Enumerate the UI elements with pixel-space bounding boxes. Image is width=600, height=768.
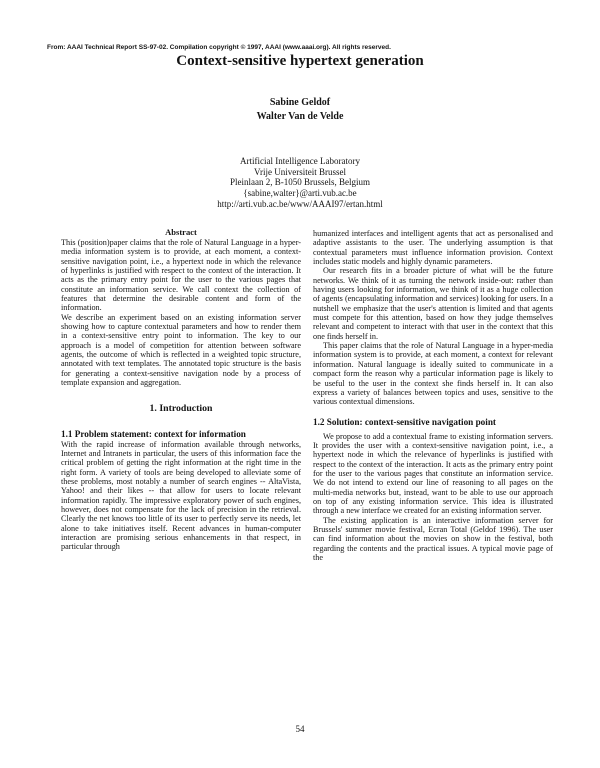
author-emails: {sabine,walter}@arti.vub.ac.be bbox=[243, 188, 357, 199]
body-paragraph: We propose to add a contextual frame to existing information servers. It provides the user with a context-sensitive navigation point, i.e., a hypertext node in which the relevance of hyperlinks is justified with respect to the context of the interaction. It acts as the primary entry point for the user to the various pages that constitute an information service. We do not intend to extend our line of reasoning to all pages on the multi-media networks but, instead, want to be able to use our approach on top of any existing information service. This idea is illustrated through a new interface we created for an existing information server. bbox=[313, 431, 553, 516]
copyright-header: From: AAAI Technical Report SS-97-02. Compilation copyright © 1997, AAAI (www.aaai.org). All rights reserved. bbox=[47, 44, 391, 51]
affiliation-block bbox=[0, 156, 600, 210]
affiliation-line: Vrije Universiteit Brussel bbox=[254, 166, 346, 177]
abstract-paragraph: This (position)paper claims that the role of Natural Language in a hyper-media information system is to provide, at each moment, a context-sensitive navigation point, i.e., a hypertext node in which the relevance of hyperlinks is justified with respect to the context of the interaction. It acts as the primary entry point for the user to the various pages that constitute an information service. We call context the collection of features that determine the desirable content and form of the information. bbox=[61, 238, 301, 313]
left-column bbox=[61, 227, 301, 552]
body-paragraph: The existing application is an interactive information server for Brussels' summer movie festival, Ecran Total (Geldof 1996). The user can find information about the movies on show in the festival, both regarding the contents and the practical issues. A typical movie page of the bbox=[313, 515, 553, 562]
section-heading-introduction: 1. Introduction bbox=[149, 402, 213, 414]
affiliation-line: Pleinlaan 2, B-1050 Brussels, Belgium bbox=[230, 177, 370, 188]
page-number: 54 bbox=[295, 724, 305, 734]
author-name: Walter Van de Velde bbox=[256, 111, 344, 122]
body-paragraph: This paper claims that the role of Natural Language in a hyper-media information system is to provide, at each moment, a context for relevant information. Natural language is ideally suited to communicate in a compact form the reason why a particular information page is likely to be useful to the user in the context she finds herself in. It can also express a variety of balances between topics and uses, sensitive to the various contextual dimensions. bbox=[313, 341, 553, 407]
right-column bbox=[313, 229, 553, 562]
body-paragraph: humanized interfaces and intelligent agents that act as personalised and adaptive assistants to the user. The underlying assumption is that contextual parameters must influence information provision. Context includes static models and highly dynamic parameters. bbox=[313, 229, 553, 267]
paper-url: http://arti.vub.ac.be/www/AAAI97/ertan.html bbox=[217, 198, 383, 209]
affiliation-line: Artificial Intelligence Laboratory bbox=[240, 156, 360, 166]
subsection-heading-problem-statement: 1.1 Problem statement: context for information bbox=[61, 428, 246, 439]
subsection-heading-solution: 1.2 Solution: context-sensitive navigation point bbox=[313, 416, 496, 427]
author-name: Sabine Geldof bbox=[269, 97, 331, 108]
authors-block bbox=[0, 96, 600, 124]
abstract-heading: Abstract bbox=[165, 227, 197, 237]
abstract-paragraph: We describe an experiment based on an existing information server showing how to capture contextual parameters and how to render them in a context-sensitive entry point to information. The key to our approach is a model of competition for attention between software agents, the outcome of which is reflected in a weighted topic structure, annotated with text templates. The annotated topic structure is the basis for generating a context-sensitive navigation node by a process of template expansion and aggregation. bbox=[61, 312, 301, 388]
body-paragraph: With the rapid increase of information available through networks, Internet and Intranets in particular, the users of this information face the critical problem of getting the right information at the right time in the right form. A variety of tools are being developed to alleviate some of these problems, most notably a number of search engines -- AltaVista, Yahoo! and their likes -- that allow for users to locate relevant information rapidly. The impressive exploratory power of such engines, however, does not compensate for the lack of precision in the retrieval. Clearly the net knows too little of its user to perfectly serve its needs, let alone to take initiatives itself. Recent advances in human-computer interaction are promising serious enhancements in that respect, in particular through bbox=[61, 439, 301, 552]
body-paragraph: Our research fits in a broader picture of what will be the future networks. We think of it as turning the network inside-out: rather than having users looking for information, we think of it as a huge collection of agents (encapsulating information and services) looking for users. In a nutshell we emphasize that the user's attention is limited and that agents must compete for this attention, based on how they judge themselves relevant and competent to interact with that user in the context that this one finds herself in. bbox=[313, 266, 553, 341]
paper-title: Context-sensitive hypertext generation bbox=[176, 53, 424, 69]
